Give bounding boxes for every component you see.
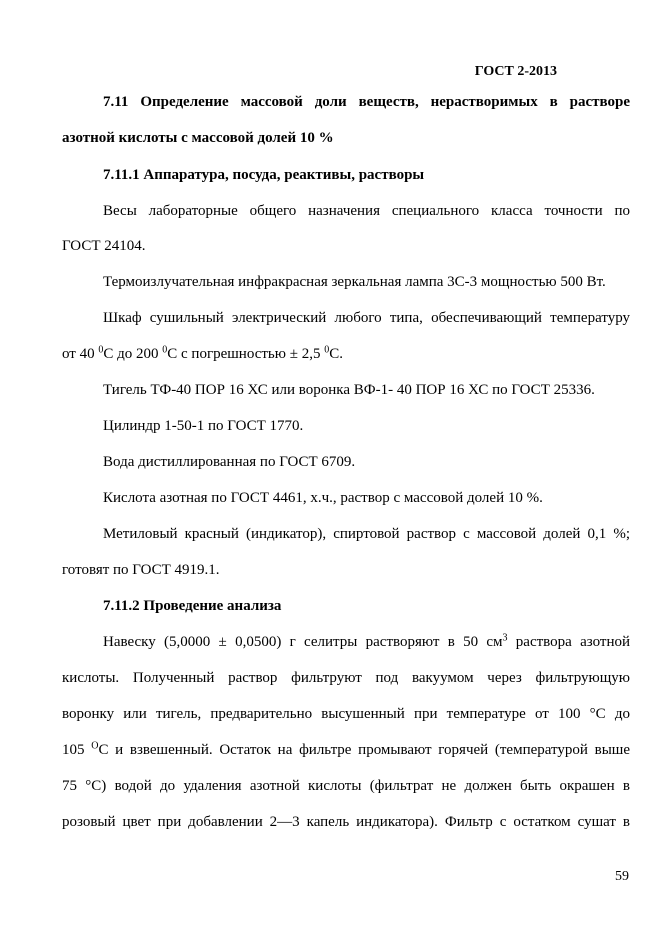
item-oven-line1: Шкаф сушильный электрический любого типа, обеспечивающий температуру [103, 310, 630, 326]
item-water: Вода дистиллированная по ГОСТ 6709. [103, 454, 356, 470]
analysis-paragraph-line3: воронку или тигель, предварительно высушенный при температуре от 100 °С до [62, 706, 630, 722]
item-cylinder: Цилиндр 1-50-1 по ГОСТ 1770. [103, 418, 304, 434]
degree-superscript: 0 [98, 344, 104, 356]
analysis-paragraph-line4: 105 $^О$С и взвешенный. Остаток на фильтре промывают горячей (температурой выше [62, 740, 630, 758]
analysis-paragraph-line5: 75 °С) водой до удаления азотной кислоты (фильтрат не должен быть окрашен в [62, 778, 630, 794]
item-crucible: Тигель ТФ-40 ПОР 16 ХС или воронка ВФ-1- 40 ПОР 16 ХС по ГОСТ 25336. [103, 382, 595, 398]
page-number: 59 [615, 869, 629, 884]
analysis-paragraph-line6: розовый цвет при добавлении 2—3 капель индикатора). Фильтр с остатком сушат в [62, 814, 630, 830]
section-heading-line2: азотной кислоты с массовой долей 10 % [62, 130, 334, 146]
item-indicator-line2: готовят по ГОСТ 4919.1. [62, 562, 220, 578]
degree-superscript: 0 [162, 344, 168, 356]
subsection-heading-analysis: 7.11.2 Проведение анализа [103, 598, 282, 614]
degree-superscript: 0 [324, 344, 330, 356]
item-oven-line2: от 40 $^0$С до 200 $^0$С с погрешностью ± 2,5 $^0$С. [62, 344, 343, 362]
cubic-superscript: 3 [502, 632, 508, 644]
item-scales-line1: Весы лабораторные общего назначения специального класса точности по [103, 203, 630, 219]
item-indicator-line1: Метиловый красный (индикатор), спиртовой раствор с массовой долей 0,1 %; [103, 526, 630, 542]
subsection-heading-apparatus: 7.11.1 Аппаратура, посуда, реактивы, растворы [103, 167, 425, 183]
degree-superscript: О [91, 740, 99, 752]
item-scales-line2: ГОСТ 24104. [62, 238, 146, 254]
analysis-paragraph-line1: Навеску (5,0000 ± 0,0500) г селитры растворяют в 50 $см^3$ раствора азотной [103, 632, 631, 650]
section-heading-line1: 7.11 Определение массовой доли веществ, нерастворимых в растворе [103, 94, 630, 110]
item-acid: Кислота азотная по ГОСТ 4461, х.ч., раствор с массовой долей 10 %. [103, 490, 543, 506]
item-lamp: Термоизлучательная инфракрасная зеркальная лампа 3С-3 мощностью 500 Вт. [103, 274, 606, 290]
analysis-paragraph-line2: кислоты. Полученный раствор фильтруют под вакуумом через фильтрующую [62, 670, 630, 686]
document-code-header: ГОСТ 2-2013 [474, 64, 557, 79]
